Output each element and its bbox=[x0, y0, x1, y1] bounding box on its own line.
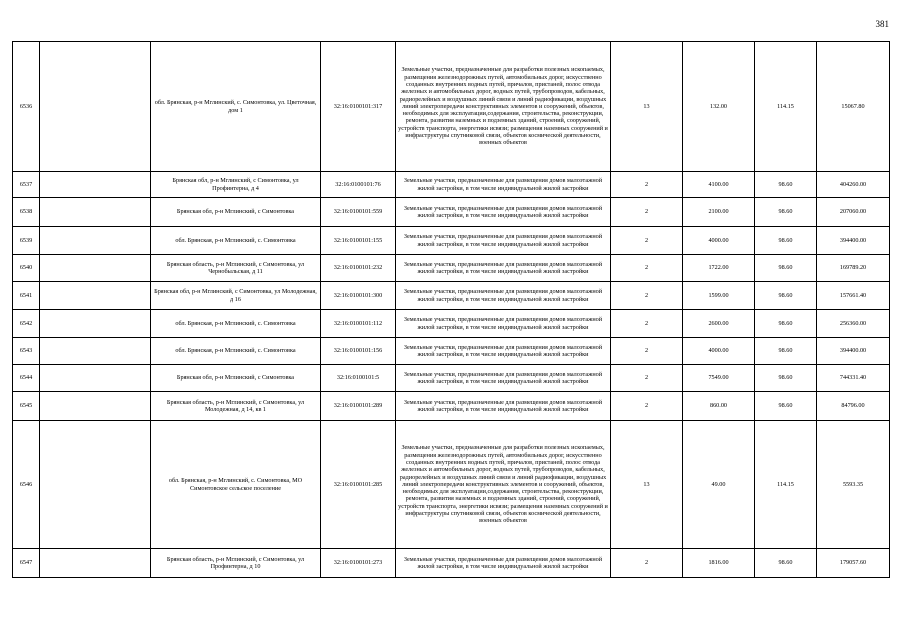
cadastral-number-cell: 32:16:0100101:317 bbox=[321, 42, 396, 172]
area-cell: 860.00 bbox=[683, 392, 755, 421]
record-number-cell: 6547 bbox=[13, 549, 40, 578]
table-row bbox=[13, 338, 890, 365]
address-cell: обл. Брянская, р-н Мглинский, с. Симонтовка bbox=[151, 310, 321, 338]
area-cell: 1599.00 bbox=[683, 282, 755, 310]
area-cell: 132.00 bbox=[683, 42, 755, 172]
cadastral-value-cell: 169789.20 bbox=[817, 255, 890, 282]
address-cell: обл. Брянская, р-н Мглинский, с. Симонтовка, МО Симонтовское сельское поселение bbox=[151, 421, 321, 549]
use-type-code-cell: 2 bbox=[611, 255, 683, 282]
record-number-cell: 6542 bbox=[13, 310, 40, 338]
table-row bbox=[13, 227, 890, 255]
table-row bbox=[13, 255, 890, 282]
specific-value-cell: 114.15 bbox=[755, 421, 817, 549]
use-type-code-cell: 2 bbox=[611, 172, 683, 198]
cadastral-value-cell: 84796.00 bbox=[817, 392, 890, 421]
use-type-code-cell: 2 bbox=[611, 392, 683, 421]
empty-cell bbox=[40, 198, 151, 227]
record-number-cell: 6538 bbox=[13, 198, 40, 227]
specific-value-cell: 98.60 bbox=[755, 172, 817, 198]
address-cell: Брянская область, р-н Мглинский, с Симонтовка, ул Чернобыльская, д 11 bbox=[151, 255, 321, 282]
land-use-purpose-cell: Земельные участки, предназначенные для размещения домов малоэтажной жилой застройки, в том числе индивидуальной жилой застройки bbox=[396, 549, 611, 578]
area-cell: 2600.00 bbox=[683, 310, 755, 338]
table-row bbox=[13, 365, 890, 392]
table-row bbox=[13, 198, 890, 227]
record-number-cell: 6543 bbox=[13, 338, 40, 365]
empty-cell bbox=[40, 227, 151, 255]
empty-cell bbox=[40, 365, 151, 392]
area-cell: 1722.00 bbox=[683, 255, 755, 282]
table-row bbox=[13, 172, 890, 198]
use-type-code-cell: 13 bbox=[611, 421, 683, 549]
empty-cell bbox=[40, 282, 151, 310]
record-number-cell: 6541 bbox=[13, 282, 40, 310]
table-row bbox=[13, 421, 890, 549]
record-number-cell: 6539 bbox=[13, 227, 40, 255]
record-number-cell: 6536 bbox=[13, 42, 40, 172]
cadastral-number-cell: 32:16:0100101:289 bbox=[321, 392, 396, 421]
specific-value-cell: 98.60 bbox=[755, 255, 817, 282]
empty-cell bbox=[40, 392, 151, 421]
specific-value-cell: 114.15 bbox=[755, 42, 817, 172]
cadastral-value-cell: 394400.00 bbox=[817, 338, 890, 365]
land-use-purpose-cell: Земельные участки, предназначенные для размещения домов малоэтажной жилой застройки, в том числе индивидуальной жилой застройки bbox=[396, 365, 611, 392]
empty-cell bbox=[40, 549, 151, 578]
land-use-purpose-cell: Земельные участки, предназначенные для размещения домов малоэтажной жилой застройки, в том числе индивидуальной жилой застройки bbox=[396, 310, 611, 338]
address-cell: Брянская обл, р-н Мглинский, с Симонтовка, ул Профинтерна, д 4 bbox=[151, 172, 321, 198]
area-cell: 49.00 bbox=[683, 421, 755, 549]
record-number-cell: 6544 bbox=[13, 365, 40, 392]
specific-value-cell: 98.60 bbox=[755, 227, 817, 255]
area-cell: 1816.00 bbox=[683, 549, 755, 578]
cadastral-value-cell: 15067.80 bbox=[817, 42, 890, 172]
cadastral-number-cell: 32:16:0100101:155 bbox=[321, 227, 396, 255]
address-cell: Брянская обл, р-н Мглинский, с Симонтовка bbox=[151, 365, 321, 392]
table-row bbox=[13, 392, 890, 421]
cadastral-value-cell: 394400.00 bbox=[817, 227, 890, 255]
page-number: 381 bbox=[875, 19, 889, 29]
empty-cell bbox=[40, 42, 151, 172]
address-cell: обл. Брянская, р-н Мглинский, с. Симонтовка, ул. Цветочная, дом 1 bbox=[151, 42, 321, 172]
area-cell: 4100.00 bbox=[683, 172, 755, 198]
use-type-code-cell: 2 bbox=[611, 338, 683, 365]
cadastral-value-cell: 256360.00 bbox=[817, 310, 890, 338]
table-row bbox=[13, 282, 890, 310]
address-cell: Брянская обл, р-н Мглинский, с Симонтовка bbox=[151, 198, 321, 227]
cadastral-number-cell: 32:16:0100101:76 bbox=[321, 172, 396, 198]
area-cell: 4000.00 bbox=[683, 338, 755, 365]
use-type-code-cell: 2 bbox=[611, 282, 683, 310]
land-use-purpose-cell: Земельные участки, предназначенные для разработки полезных ископаемых, размещения железнодорожных путей, автомобильных дорог, искусственно созданных внутренних водных путей, причалов, пристаней, полос отвода железных и автомобильных дорог, водных путей, трубопроводов, кабельных, радиорелейных и воздушных линий связи и линий радиофикации, воздушных линий электропередачи конструктивных элементов и сооружений, объектов, необходимых для эксплуатации,содержания, строительства, реконструкции, ремонта, развития наземных и подземных зданий, строений, сооружений, устройств транспорта, энергетики иcвязи; размещения наземных сооружений и инфраструктуры спутниковой связи, объектов космической деятельности, военных объектов bbox=[396, 42, 611, 172]
specific-value-cell: 98.60 bbox=[755, 392, 817, 421]
address-cell: Брянская обл, р-н Мглинский, с Симонтовка, ул Молодежная, д 16 bbox=[151, 282, 321, 310]
land-registry-table bbox=[12, 41, 890, 578]
table-row bbox=[13, 42, 890, 172]
address-cell: Брянская область, р-н Мглинский, с Симонтовка, ул Профинтерна, д 10 bbox=[151, 549, 321, 578]
land-use-purpose-cell: Земельные участки, предназначенные для разработки полезных ископаемых, размещения железнодорожных путей, автомобильных дорог, искусственно созданных внутренних водных путей, причалов, пристаней, полос отвода железных и автомобильных дорог, водных путей, трубопроводов, кабельных, радиорелейных и воздушных линий связи и линий радиофикации, воздушных линий электропередачи конструктивных элементов и сооружений, объектов, необходимых для эксплуатации,содержания, строительства, реконструкции, ремонта, развития наземных и подземных зданий, строений, сооружений, устройств транспорта, энергетики иcвязи; размещения наземных сооружений и инфраструктуры спутниковой связи, объектов космической деятельности, военных объектов bbox=[396, 421, 611, 549]
land-use-purpose-cell: Земельные участки, предназначенные для размещения домов малоэтажной жилой застройки, в том числе индивидуальной жилой застройки bbox=[396, 338, 611, 365]
cadastral-number-cell: 32:16:0100101:559 bbox=[321, 198, 396, 227]
cadastral-number-cell: 32:16:0100101:156 bbox=[321, 338, 396, 365]
cadastral-number-cell: 32:16:0100101:273 bbox=[321, 549, 396, 578]
use-type-code-cell: 2 bbox=[611, 310, 683, 338]
specific-value-cell: 98.60 bbox=[755, 549, 817, 578]
cadastral-value-cell: 404260.00 bbox=[817, 172, 890, 198]
cadastral-value-cell: 207060.00 bbox=[817, 198, 890, 227]
cadastral-value-cell: 5593.35 bbox=[817, 421, 890, 549]
empty-cell bbox=[40, 172, 151, 198]
record-number-cell: 6545 bbox=[13, 392, 40, 421]
cadastral-value-cell: 179057.60 bbox=[817, 549, 890, 578]
use-type-code-cell: 13 bbox=[611, 42, 683, 172]
address-cell: обл. Брянская, р-н Мглинский, с. Симонтовка bbox=[151, 338, 321, 365]
empty-cell bbox=[40, 338, 151, 365]
specific-value-cell: 98.60 bbox=[755, 198, 817, 227]
land-use-purpose-cell: Земельные участки, предназначенные для размещения домов малоэтажной жилой застройки, в том числе индивидуальной жилой застройки bbox=[396, 392, 611, 421]
record-number-cell: 6540 bbox=[13, 255, 40, 282]
address-cell: Брянская область, р-н Мглинский, с Симонтовка, ул Молодежная, д 14, кв 1 bbox=[151, 392, 321, 421]
cadastral-number-cell: 32:16:0100101:5 bbox=[321, 365, 396, 392]
land-use-purpose-cell: Земельные участки, предназначенные для размещения домов малоэтажной жилой застройки, в том числе индивидуальной жилой застройки bbox=[396, 198, 611, 227]
record-number-cell: 6546 bbox=[13, 421, 40, 549]
specific-value-cell: 98.60 bbox=[755, 310, 817, 338]
land-use-purpose-cell: Земельные участки, предназначенные для размещения домов малоэтажной жилой застройки, в том числе индивидуальной жилой застройки bbox=[396, 282, 611, 310]
specific-value-cell: 98.60 bbox=[755, 365, 817, 392]
use-type-code-cell: 2 bbox=[611, 365, 683, 392]
table-row bbox=[13, 549, 890, 578]
table-row bbox=[13, 310, 890, 338]
empty-cell bbox=[40, 421, 151, 549]
land-use-purpose-cell: Земельные участки, предназначенные для размещения домов малоэтажной жилой застройки, в том числе индивидуальной жилой застройки bbox=[396, 227, 611, 255]
cadastral-number-cell: 32:16:0100101:285 bbox=[321, 421, 396, 549]
land-use-purpose-cell: Земельные участки, предназначенные для размещения домов малоэтажной жилой застройки, в том числе индивидуальной жилой застройки bbox=[396, 172, 611, 198]
cadastral-number-cell: 32:16:0100101:232 bbox=[321, 255, 396, 282]
area-cell: 7549.00 bbox=[683, 365, 755, 392]
specific-value-cell: 98.60 bbox=[755, 338, 817, 365]
cadastral-value-cell: 744331.40 bbox=[817, 365, 890, 392]
specific-value-cell: 98.60 bbox=[755, 282, 817, 310]
record-number-cell: 6537 bbox=[13, 172, 40, 198]
area-cell: 2100.00 bbox=[683, 198, 755, 227]
area-cell: 4000.00 bbox=[683, 227, 755, 255]
cadastral-value-cell: 157661.40 bbox=[817, 282, 890, 310]
empty-cell bbox=[40, 310, 151, 338]
use-type-code-cell: 2 bbox=[611, 198, 683, 227]
empty-cell bbox=[40, 255, 151, 282]
cadastral-number-cell: 32:16:0100101:112 bbox=[321, 310, 396, 338]
address-cell: обл. Брянская, р-н Мглинский, с. Симонтовка bbox=[151, 227, 321, 255]
use-type-code-cell: 2 bbox=[611, 549, 683, 578]
land-use-purpose-cell: Земельные участки, предназначенные для размещения домов малоэтажной жилой застройки, в том числе индивидуальной жилой застройки bbox=[396, 255, 611, 282]
cadastral-number-cell: 32:16:0100101:300 bbox=[321, 282, 396, 310]
use-type-code-cell: 2 bbox=[611, 227, 683, 255]
